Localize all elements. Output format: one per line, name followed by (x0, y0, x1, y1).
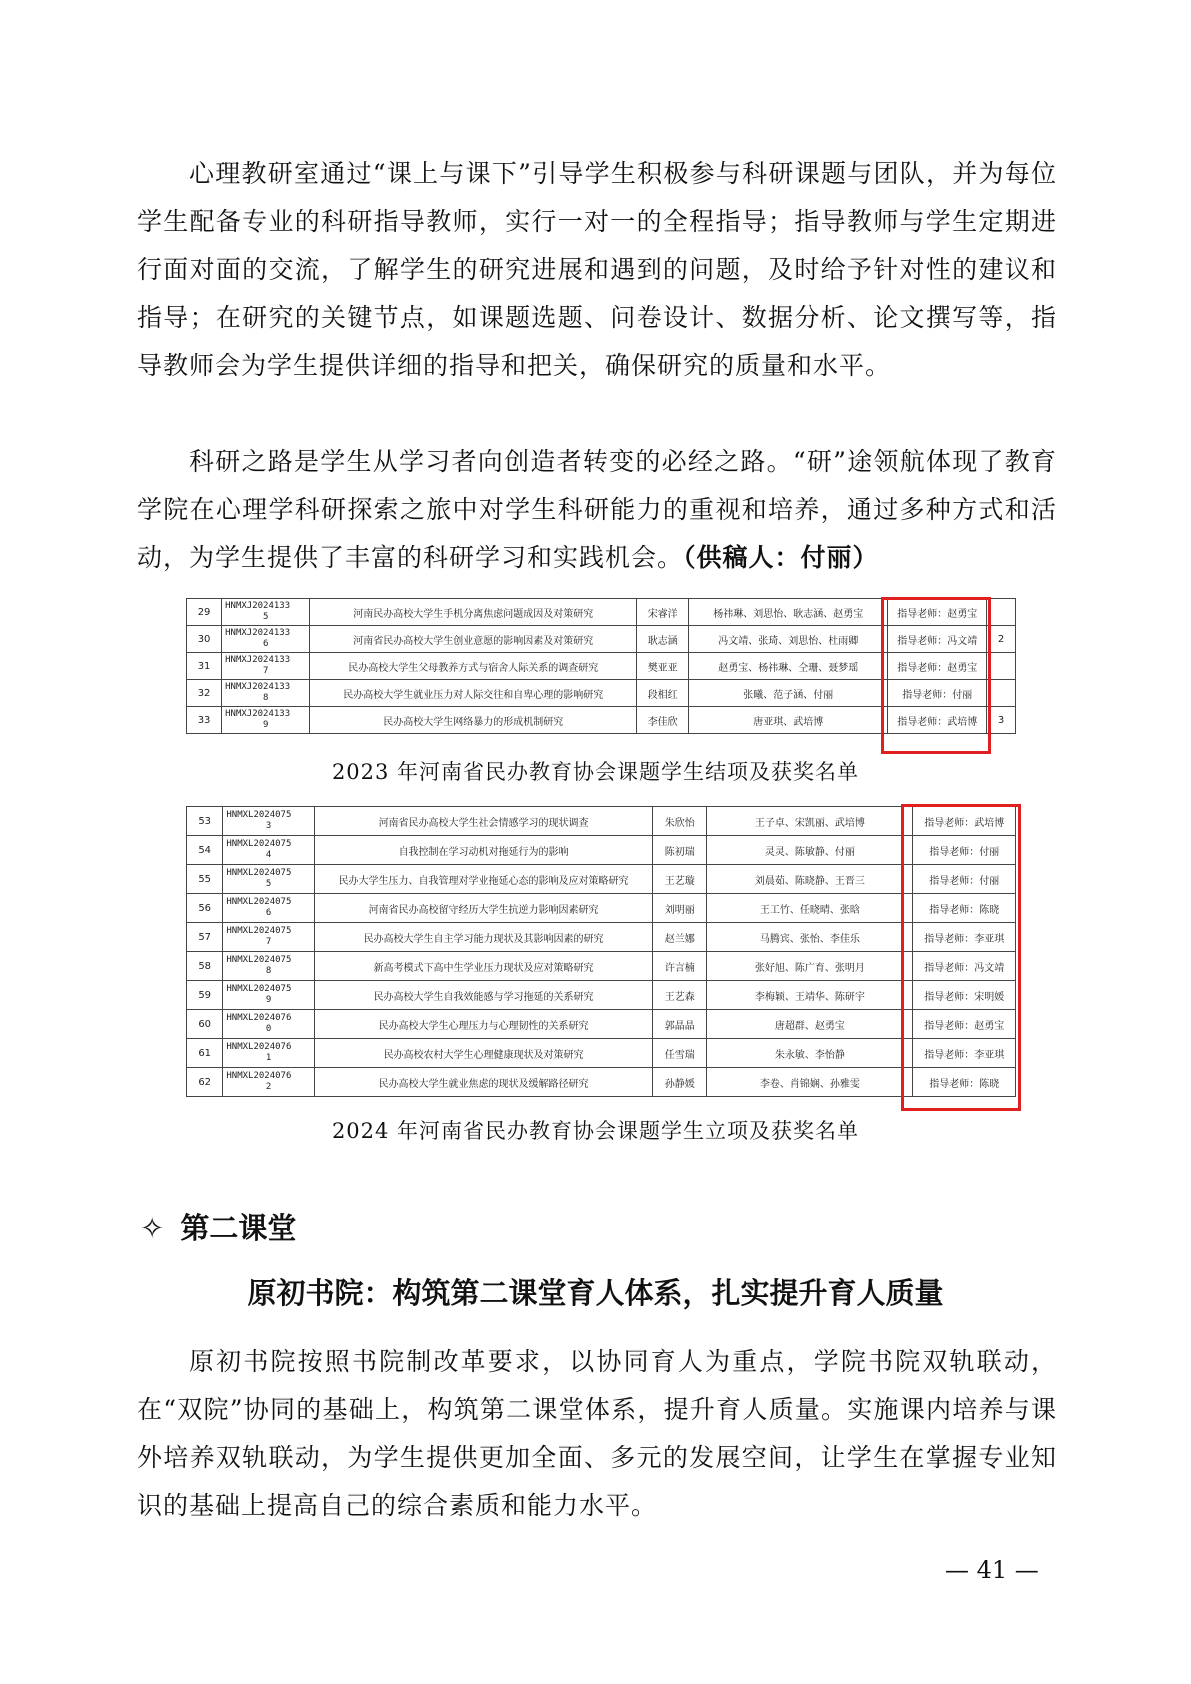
project-code-suffix: 6 (263, 639, 269, 649)
cell-project-title: 民办高校大学生网络暴力的形成机制研究 (310, 707, 637, 734)
project-code-line: HNMXJ2024133 (225, 682, 291, 692)
cell-project-code (222, 680, 310, 707)
cell-leader: 陈初瑞 (653, 836, 707, 865)
cell-project-code (223, 952, 314, 981)
cell-number: 58 (187, 952, 223, 981)
cell-advisor: 指导老师：冯文靖 (888, 626, 987, 653)
project-code-suffix: 9 (263, 720, 269, 730)
cell-leader: 任雪瑞 (653, 1039, 707, 1068)
cell-advisor: 指导老师：陈晓 (913, 894, 1016, 923)
cell-members: 刘晨茹、陈晓静、王晋三 (707, 865, 913, 894)
cell-project-code (223, 923, 314, 952)
cell-project-title: 民办高校农村大学生心理健康现状及对策研究 (314, 1039, 652, 1068)
cell-members: 马腾宾、张怡、李佳乐 (707, 923, 913, 952)
cell-project-title: 河南省民办高校大学生社会情感学习的现状调查 (314, 807, 652, 836)
project-code-suffix: 6 (265, 908, 272, 918)
cell-project-title: 河南省民办高校留守经历大学生抗逆力影响因素研究 (314, 894, 652, 923)
project-code-line: HNMXJ2024133 (225, 709, 291, 719)
cell-advisor: 指导老师：付丽 (913, 865, 1016, 894)
cell-leader: 耿志涵 (637, 626, 689, 653)
project-code-suffix: 2 (265, 1082, 272, 1092)
cell-leader: 孙静媛 (653, 1068, 707, 1097)
cell-members: 赵勇宝、杨祎琳、仝珊、聂梦瑶 (689, 653, 888, 680)
project-code-line: HNMXL2024075 (226, 984, 292, 994)
cell-project-code (222, 599, 310, 626)
cell-number: 54 (187, 836, 223, 865)
paragraph-research-path (137, 438, 1057, 582)
cell-leader: 段相红 (637, 680, 689, 707)
cell-project-code (223, 1010, 314, 1039)
cell-leader: 赵兰娜 (653, 923, 707, 952)
cell-number: 57 (187, 923, 223, 952)
cell-leader: 樊亚亚 (637, 653, 689, 680)
project-code-line: HNMXJ2024133 (225, 655, 291, 665)
cell-number: 31 (187, 653, 222, 680)
cell-project-code (223, 1039, 314, 1068)
cell-award (987, 680, 1016, 707)
table-row (187, 894, 1016, 923)
table-row (187, 807, 1016, 836)
cell-advisor: 指导老师：李亚琪 (913, 1039, 1016, 1068)
cell-award: 3 (987, 707, 1016, 734)
project-code-line: HNMXL2024075 (226, 868, 292, 878)
table-row (187, 836, 1016, 865)
cell-project-code (222, 707, 310, 734)
table-2024-caption: 2024 年河南省民办教育协会课题学生立项及获奖名单 (331, 1119, 860, 1143)
cell-project-title: 民办高校大学生就业焦虑的现状及缓解路径研究 (314, 1068, 652, 1097)
cell-leader: 刘明丽 (653, 894, 707, 923)
cell-number: 29 (187, 599, 222, 626)
project-code-line: HNMXL2024075 (226, 810, 292, 820)
cell-award: 2 (987, 626, 1016, 653)
table-row (187, 981, 1016, 1010)
cell-members: 张曦、范子涵、付丽 (689, 680, 888, 707)
table-2023-caption: 2023 年河南省民办教育协会课题学生结项及获奖名单 (331, 760, 860, 784)
highlight-box-2023 (881, 597, 991, 754)
cell-number: 60 (187, 1010, 223, 1039)
section-heading-text: 第二课堂 (180, 1211, 297, 1245)
project-code-suffix: 8 (265, 966, 272, 976)
cell-number: 32 (187, 680, 222, 707)
cell-members: 李卷、肖锦娴、孙雅雯 (707, 1068, 913, 1097)
cell-advisor: 指导老师：李亚琪 (913, 923, 1016, 952)
cell-number: 30 (187, 626, 222, 653)
cell-project-title: 民办高校大学生就业压力对人际交往和自卑心理的影响研究 (310, 680, 637, 707)
project-code-suffix: 7 (263, 666, 269, 676)
project-code-suffix: 9 (265, 995, 272, 1005)
cell-advisor: 指导老师：赵勇宝 (913, 1010, 1016, 1039)
project-code-line: HNMXL2024075 (226, 926, 292, 936)
cell-members: 张好旭、陈广育、张明月 (707, 952, 913, 981)
paragraph-research-guidance: 心理教研室通过“课上与课下”引导学生积极参与科研课题与团队，并为每位学生配备专业的科研指导教师，实行一对一的全程指导；指导教师与学生定期进行面对面的交流，了解学生的研究进展和遇到的问题，及时给予针对性的建议和指导；在研究的关键节点，如课题选题、问卷设计、数据分析、论文撰写等，指导教师会为学生提供详细的指导和把关，确保研究的质量和水平。 (137, 159, 1057, 380)
cell-advisor: 指导老师：武培博 (913, 807, 1016, 836)
cell-number: 53 (187, 807, 223, 836)
cell-number: 56 (187, 894, 223, 923)
diamond-icon: ✧ (140, 1211, 165, 1245)
section-heading (140, 1206, 296, 1247)
cell-project-code (223, 836, 314, 865)
project-code-suffix: 8 (263, 693, 269, 703)
cell-project-title: 民办高校大学生自我效能感与学习拖延的关系研究 (314, 981, 652, 1010)
cell-award (987, 599, 1016, 626)
cell-advisor: 指导老师：陈晓 (913, 1068, 1016, 1097)
cell-project-title: 河南省民办高校大学生创业意愿的影响因素及对策研究 (310, 626, 637, 653)
cell-project-title: 民办高校大学生自主学习能力现状及其影响因素的研究 (314, 923, 652, 952)
table-row (187, 952, 1016, 981)
cell-number: 55 (187, 865, 223, 894)
table-2024-projects (186, 806, 1016, 1097)
cell-advisor: 指导老师：冯文靖 (913, 952, 1016, 981)
table-row (187, 1039, 1016, 1068)
cell-project-code (223, 981, 314, 1010)
cell-project-code (223, 807, 314, 836)
cell-advisor: 指导老师：武培博 (888, 707, 987, 734)
paragraph-academy: 原初书院按照书院制改革要求，以协同育人为重点，学院书院双轨联动，在“双院”协同的基础上，构筑第二课堂体系，提升育人质量。实施课内培养与课外培养双轨联动，为学生提供更加全面、多元的发展空间，让学生在掌握专业知识的基础上提高自己的综合素质和能力水平。 (137, 1347, 1057, 1520)
project-code-suffix: 3 (265, 821, 272, 831)
cell-project-code (222, 626, 310, 653)
project-code-line: HNMXL2024075 (226, 839, 292, 849)
cell-project-title: 新高考模式下高中生学业压力现状及应对策略研究 (314, 952, 652, 981)
cell-members: 朱永敏、李怡静 (707, 1039, 913, 1068)
table-row (187, 1010, 1016, 1039)
cell-leader: 王艺璇 (653, 865, 707, 894)
cell-leader: 郭晶晶 (653, 1010, 707, 1039)
project-code-suffix: 1 (265, 1053, 272, 1063)
cell-award (987, 653, 1016, 680)
page-number: — 41 — (945, 1556, 1039, 1584)
cell-project-code (223, 894, 314, 923)
cell-leader: 王艺森 (653, 981, 707, 1010)
table-row (187, 1068, 1016, 1097)
cell-members: 灵灵、陈敏静、付丽 (707, 836, 913, 865)
cell-number: 62 (187, 1068, 223, 1097)
cell-advisor: 指导老师：赵勇宝 (888, 653, 987, 680)
cell-members: 唐超群、赵勇宝 (707, 1010, 913, 1039)
cell-leader: 李佳欣 (637, 707, 689, 734)
cell-advisor: 指导老师：付丽 (888, 680, 987, 707)
cell-members: 杨祎琳、刘思怡、耿志涵、赵勇宝 (689, 599, 888, 626)
contributor-note: （供稿人：付丽） (683, 543, 879, 572)
highlight-box-2024 (901, 804, 1021, 1111)
project-code-suffix: 7 (265, 937, 272, 947)
table-row (187, 923, 1016, 952)
article-title: 原初书院：构筑第二课堂育人体系，扎实提升育人质量 (247, 1276, 944, 1310)
cell-leader: 宋睿洋 (637, 599, 689, 626)
project-code-suffix: 5 (265, 879, 272, 889)
project-code-line: HNMXL2024075 (226, 897, 292, 907)
cell-number: 61 (187, 1039, 223, 1068)
project-code-suffix: 5 (263, 612, 269, 622)
cell-advisor: 指导老师：赵勇宝 (888, 599, 987, 626)
cell-members: 冯文靖、张琦、刘思怡、杜雨卿 (689, 626, 888, 653)
cell-project-code (223, 865, 314, 894)
cell-advisor: 指导老师：宋明媛 (913, 981, 1016, 1010)
table-row (187, 865, 1016, 894)
cell-members: 王工竹、任晓晴、张晗 (707, 894, 913, 923)
cell-leader: 朱欣怡 (653, 807, 707, 836)
paragraph-research-path-text: 科研之路是学生从学习者向创造者转变的必经之路。“研”途领航体现了教育学院在心理学科研探索之旅中对学生科研能力的重视和培养，通过多种方式和活动，为学生提供了丰富的科研学习和实践机会。 (137, 447, 1057, 572)
project-code-line: HNMXL2024076 (226, 1042, 292, 1052)
cell-project-title: 民办高校大学生心理压力与心理韧性的关系研究 (314, 1010, 652, 1039)
project-code-line: HNMXL2024076 (226, 1071, 292, 1081)
cell-advisor: 指导老师：付丽 (913, 836, 1016, 865)
cell-number: 59 (187, 981, 223, 1010)
cell-project-title: 河南民办高校大学生手机分离焦虑问题成因及对策研究 (310, 599, 637, 626)
cell-project-title: 民办高校大学生父母教养方式与宿舍人际关系的调查研究 (310, 653, 637, 680)
cell-project-title: 民办大学生压力、自我管理对学业拖延心态的影响及应对策略研究 (314, 865, 652, 894)
cell-project-code (222, 653, 310, 680)
cell-leader: 许言楠 (653, 952, 707, 981)
project-code-line: HNMXJ2024133 (225, 601, 291, 611)
cell-members: 李梅颖、王靖华、陈研宇 (707, 981, 913, 1010)
project-code-suffix: 0 (265, 1024, 272, 1034)
cell-members: 唐亚琪、武培博 (689, 707, 888, 734)
project-code-line: HNMXJ2024133 (225, 628, 291, 638)
cell-number: 33 (187, 707, 222, 734)
cell-project-code (223, 1068, 314, 1097)
project-code-line: HNMXL2024076 (226, 1013, 292, 1023)
project-code-line: HNMXL2024075 (226, 955, 292, 965)
project-code-suffix: 4 (265, 850, 272, 860)
cell-members: 王子卓、宋凯丽、武培博 (707, 807, 913, 836)
cell-project-title: 自我控制在学习动机对拖延行为的影响 (314, 836, 652, 865)
